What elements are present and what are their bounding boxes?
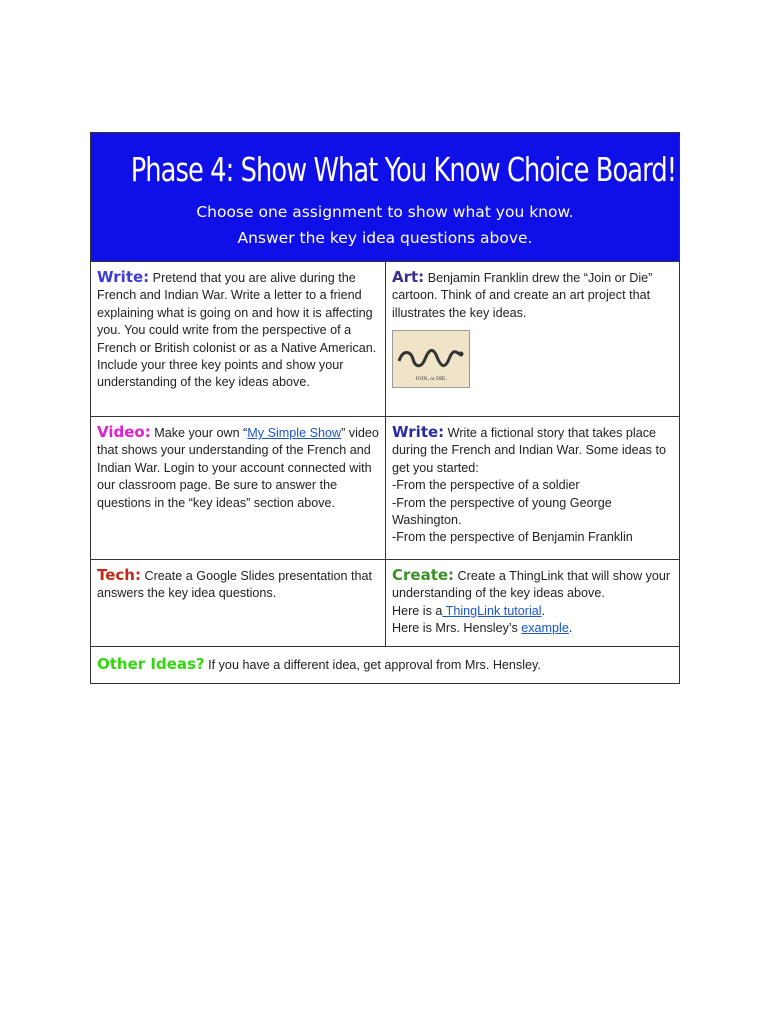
board-title: Phase 4: Show What You Know Choice Board!: [130, 150, 677, 189]
cell-art: [386, 262, 680, 417]
tech-label: Tech:: [97, 566, 141, 584]
write-letter-text: Pretend that you are alive during the French and Indian War. Write a letter to a friend explaining what is going on and how it is affecting you. You could write from the perspective of a French or British colonist or as a Native American. Include your three key points and show your understanding of the key ideas above.: [97, 271, 377, 390]
cell-write-letter: [91, 262, 386, 417]
create-example-suffix: .: [568, 621, 573, 636]
example-link[interactable]: example: [521, 621, 569, 636]
join-or-die-caption: JOIN, or DIE.: [415, 376, 447, 383]
join-or-die-snake-icon: [393, 331, 469, 387]
create-tutorial-line: [392, 603, 673, 620]
write-story-label: Write:: [392, 423, 445, 441]
art-label: Art:: [392, 268, 425, 286]
cell-tech: [91, 560, 386, 647]
create-tutorial-prefix: Here is a: [392, 603, 443, 618]
board-subtitle-line2: Answer the key idea questions above.: [237, 229, 533, 247]
cell-write-story: [386, 417, 680, 560]
video-text-after: ” video that shows your understanding of the French and Indian War. Login to your account connected with our classroom page. Be sure to answer the questions in the “key ideas” section above.: [97, 426, 379, 510]
tech-text: Create a Google Slides presentation that answers the key idea questions.: [97, 569, 373, 601]
join-or-die-image: [392, 330, 470, 388]
cell-create: [386, 560, 680, 647]
other-ideas-label: Other Ideas?: [97, 655, 205, 673]
write-story-idea-soldier: -From the perspective of a soldier: [392, 478, 580, 493]
board-subtitle-line1: Choose one assignment to show what you know.: [196, 203, 574, 221]
create-example-prefix: Here is Mrs. Hensley’s: [392, 621, 522, 636]
art-text: Benjamin Franklin drew the “Join or Die” cartoon. Think of and create an art project that illustrates the key ideas.: [392, 271, 653, 320]
write-story-idea-washington: -From the perspective of young George Washington.: [392, 495, 612, 528]
write-story-text: Write a fictional story that takes place during the French and Indian War. Some ideas to get you started:: [392, 426, 666, 475]
create-example-line: [392, 620, 673, 637]
cell-other-ideas: [91, 647, 680, 684]
create-text: Create a ThingLink that will show your understanding of the key ideas above.: [392, 569, 671, 601]
cell-video: [91, 417, 386, 560]
video-label: Video:: [97, 423, 151, 441]
my-simple-show-link[interactable]: My Simple Show: [247, 426, 342, 440]
board-header: [91, 133, 680, 262]
choice-board-table: [90, 132, 680, 684]
write-story-idea-franklin: -From the perspective of Benjamin Franklin: [392, 530, 633, 545]
create-label: Create:: [392, 566, 455, 584]
video-text-before: Make your own “: [154, 426, 248, 440]
thinglink-tutorial-link[interactable]: ThingLink tutorial: [442, 603, 542, 618]
write-letter-label: Write:: [97, 268, 150, 286]
other-ideas-text: If you have a different idea, get approval from Mrs. Hensley.: [208, 658, 541, 672]
create-tutorial-suffix: .: [541, 603, 546, 618]
